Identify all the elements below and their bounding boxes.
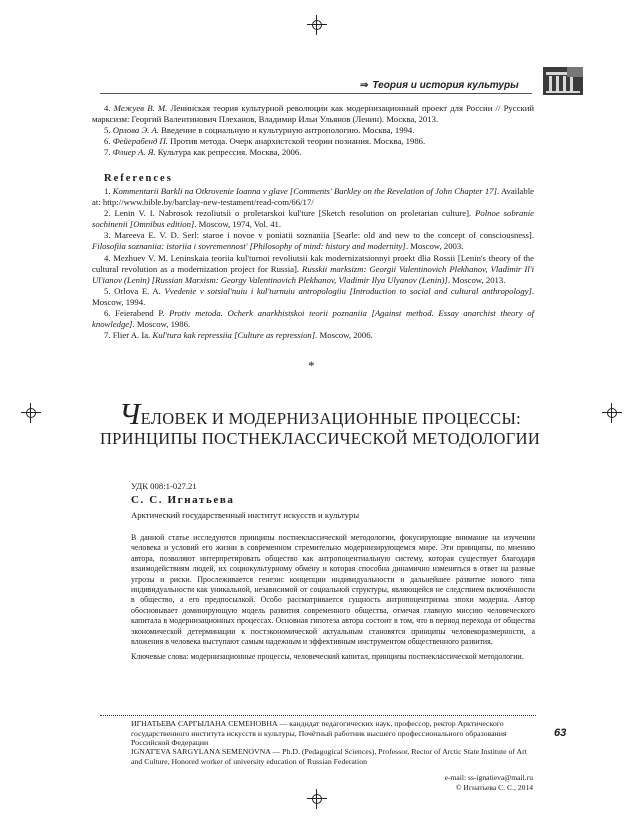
reference-en-item: 7. Flier A. Ia. Kul'tura kak repressiia [Culture as repression]. Moscow, 2006.: [104, 330, 373, 341]
reference-en-item: 4. Mezhuev V. M. Leninskaia teoriia kul'turnoi revoliutsii kak modernizatsionnyi proekt dlia Rossii [Lenin's theory of the cultural revolution as a modernization project for Russia]. Russkii marksizm: Georgii Valentinovich Plekhanov, Vladimir Il'i Ul'ianov (Lenin) [Russian Marxism: Georgy Valentinovich Plekhanov, Vladimir Ilya Ulyanov (Lenin)]. Moscow, 2013.: [92, 252, 535, 285]
reference-en-item: 5. Orlova E. A. Vvedenie v sotsial'nuiu i kul'turnuiu antropologiiu [Introduction to social and cultural anthropology]. Moscow, 1994.: [92, 285, 534, 307]
reference-ru-item: 7. Флиер А. Я. Культура как репрессия. Москва, 2006.: [104, 147, 302, 158]
reference-en-item: 1. Kommentarii Barkli na Otkrovenie Ioanna v glave [Comments' Barkley on the Revelation of John Chapter 17]. Available at: http://www.bible.by/barclay-new-testament/read-com/66/17/: [92, 186, 535, 208]
copyright: © Игнатьева С. С., 2014: [455, 782, 533, 792]
reference-ru-item: 6. Фейерабенд П. Против метода. Очерк анархистской теории познания. Москва, 1986.: [104, 136, 426, 147]
reference-ru-item: 4. Межуев В. М. Ленинская теория культурной революции как модернизационный проект для России // Русский марксизм: Георгий Валентинович Плеханов, Владимир Ильи Ульянов (Ленин). Москва, 2013.: [92, 103, 534, 125]
author-name: С. С. Игнатьева: [131, 494, 235, 506]
running-header: [360, 80, 519, 91]
references-heading: References: [104, 173, 173, 184]
author-bio-ru: ИГНАТЬЕВА САРГЫЛАНА СЕМЕНОВНА — кандидат педагогических наук, профессор, ректор Арктического государственного института искусств и культуры, Почётный работник высшего профессионального образования Российской Федерации: [131, 719, 507, 747]
abstract: [131, 533, 535, 663]
reference-en-item: 3. Mareeva E. V. D. Serl: staroe i novoe v poniatii soznaniia [Searle: old and new to the concept of consciousness]. Filosofiia soznaniia: istoriia i sovremennost' [Philosophy of mind: history and modernity]. Moscow, 2003.: [92, 230, 534, 252]
references-en-list: [92, 186, 534, 341]
author-institution: Арктический государственный институт искусств и культуры: [131, 510, 360, 520]
title-line-2: ПРИНЦИПЫ ПОСТНЕКЛАССИЧЕСКОЙ МЕТОДОЛОГИИ: [99, 429, 541, 448]
author-email: e-mail: ss-ignatieva@mail.ru: [444, 773, 533, 782]
title-line-1: ЕЛОВЕК И МОДЕРНИЗАЦИОННЫЕ ПРОЦЕССЫ:: [140, 409, 522, 428]
reference-ru-item: 5. Орлова Э. А. Введение в социальную и культурную антропологию. Москва, 1994.: [104, 125, 415, 136]
udc-code: УДК 008:1-027.21: [131, 481, 197, 491]
keywords: Ключевые слова: модернизационные процессы, человеческий капитал, принципы постнеклассической методологии.: [131, 652, 524, 662]
registration-mark-bottom-icon: [310, 792, 324, 806]
author-bio-en: IGNAT'EVA SARGYLANA SEMENOVNA — Ph.D. (Pedagogical Sciences), Professor, Rector of Arctic State Institute of Art and Culture, Honored worker of university education of Russian Federation: [131, 747, 527, 766]
references-ru-list: [92, 103, 534, 158]
registration-mark-right-icon: [605, 406, 619, 420]
registration-mark-top-icon: [310, 18, 324, 32]
reference-en-item: 2. Lenin V. I. Nabrosok rezoliutsii o proletarskoi kul'ture [Sketch resolution on proletarian culture]. Polnoe sobranie sochinenii [Omnibus edition]. Moscow, 1974, Vol. 41.: [92, 208, 535, 230]
page-number: 63: [554, 727, 567, 739]
article-title: [90, 396, 550, 449]
author-contact: [445, 773, 533, 792]
abstract-text: В данной статье исследуются принципы постнеклассической методологии, фокусирующие внимание на изучении человека и условий его жизни в современном стремительно модернизирующемся мире. Эти принципы, по мнению автора, позволяют интерпретировать общество как антропоцентиальную систему, которая существует благодаря взаимодействиям людей, их социокультурному обмену и которая способна динамично изменяться в ответ на разные угрозы и риски. Прослеживается генезис концепции индивидуальности и дальнейшее развитие нового типа индивидуальности как уникальной, независимой от социальной структуры, являющейся не следствием включённости в общество, а его предпосылкой. Особо рассматривается сущность антропоцентризма эпохи модерна. Автор обосновывает доминирующую модель развития современного общества, отмечая главную миссию человеческого капитала в модернизационных процессах. Основная гипотеза автора состоит в том, что в период перехода от общества экономической детерминации к постэкономической актуальным становятся принципы человекоразмерности, а вложения в человека выступают самым надежным и эффективным инструментом общественного развития.: [131, 533, 535, 647]
section-divider-asterisk: *: [308, 358, 315, 373]
registration-mark-left-icon: [24, 406, 38, 420]
columns-logo-icon: [543, 67, 583, 95]
arrow-icon: ⇒: [360, 80, 369, 91]
title-drop-cap: Ч: [118, 396, 141, 431]
reference-en-item: 6. Feierabend P. Protiv metoda. Ocherk anarkhistskoi teorii poznaniia [Against method. Essay anarchist theory of knowledge]. Moscow, 1986.: [92, 308, 534, 330]
header-rule: [100, 93, 532, 94]
footnote-divider: [100, 715, 536, 716]
section-label: Теория и история культуры: [372, 80, 519, 91]
